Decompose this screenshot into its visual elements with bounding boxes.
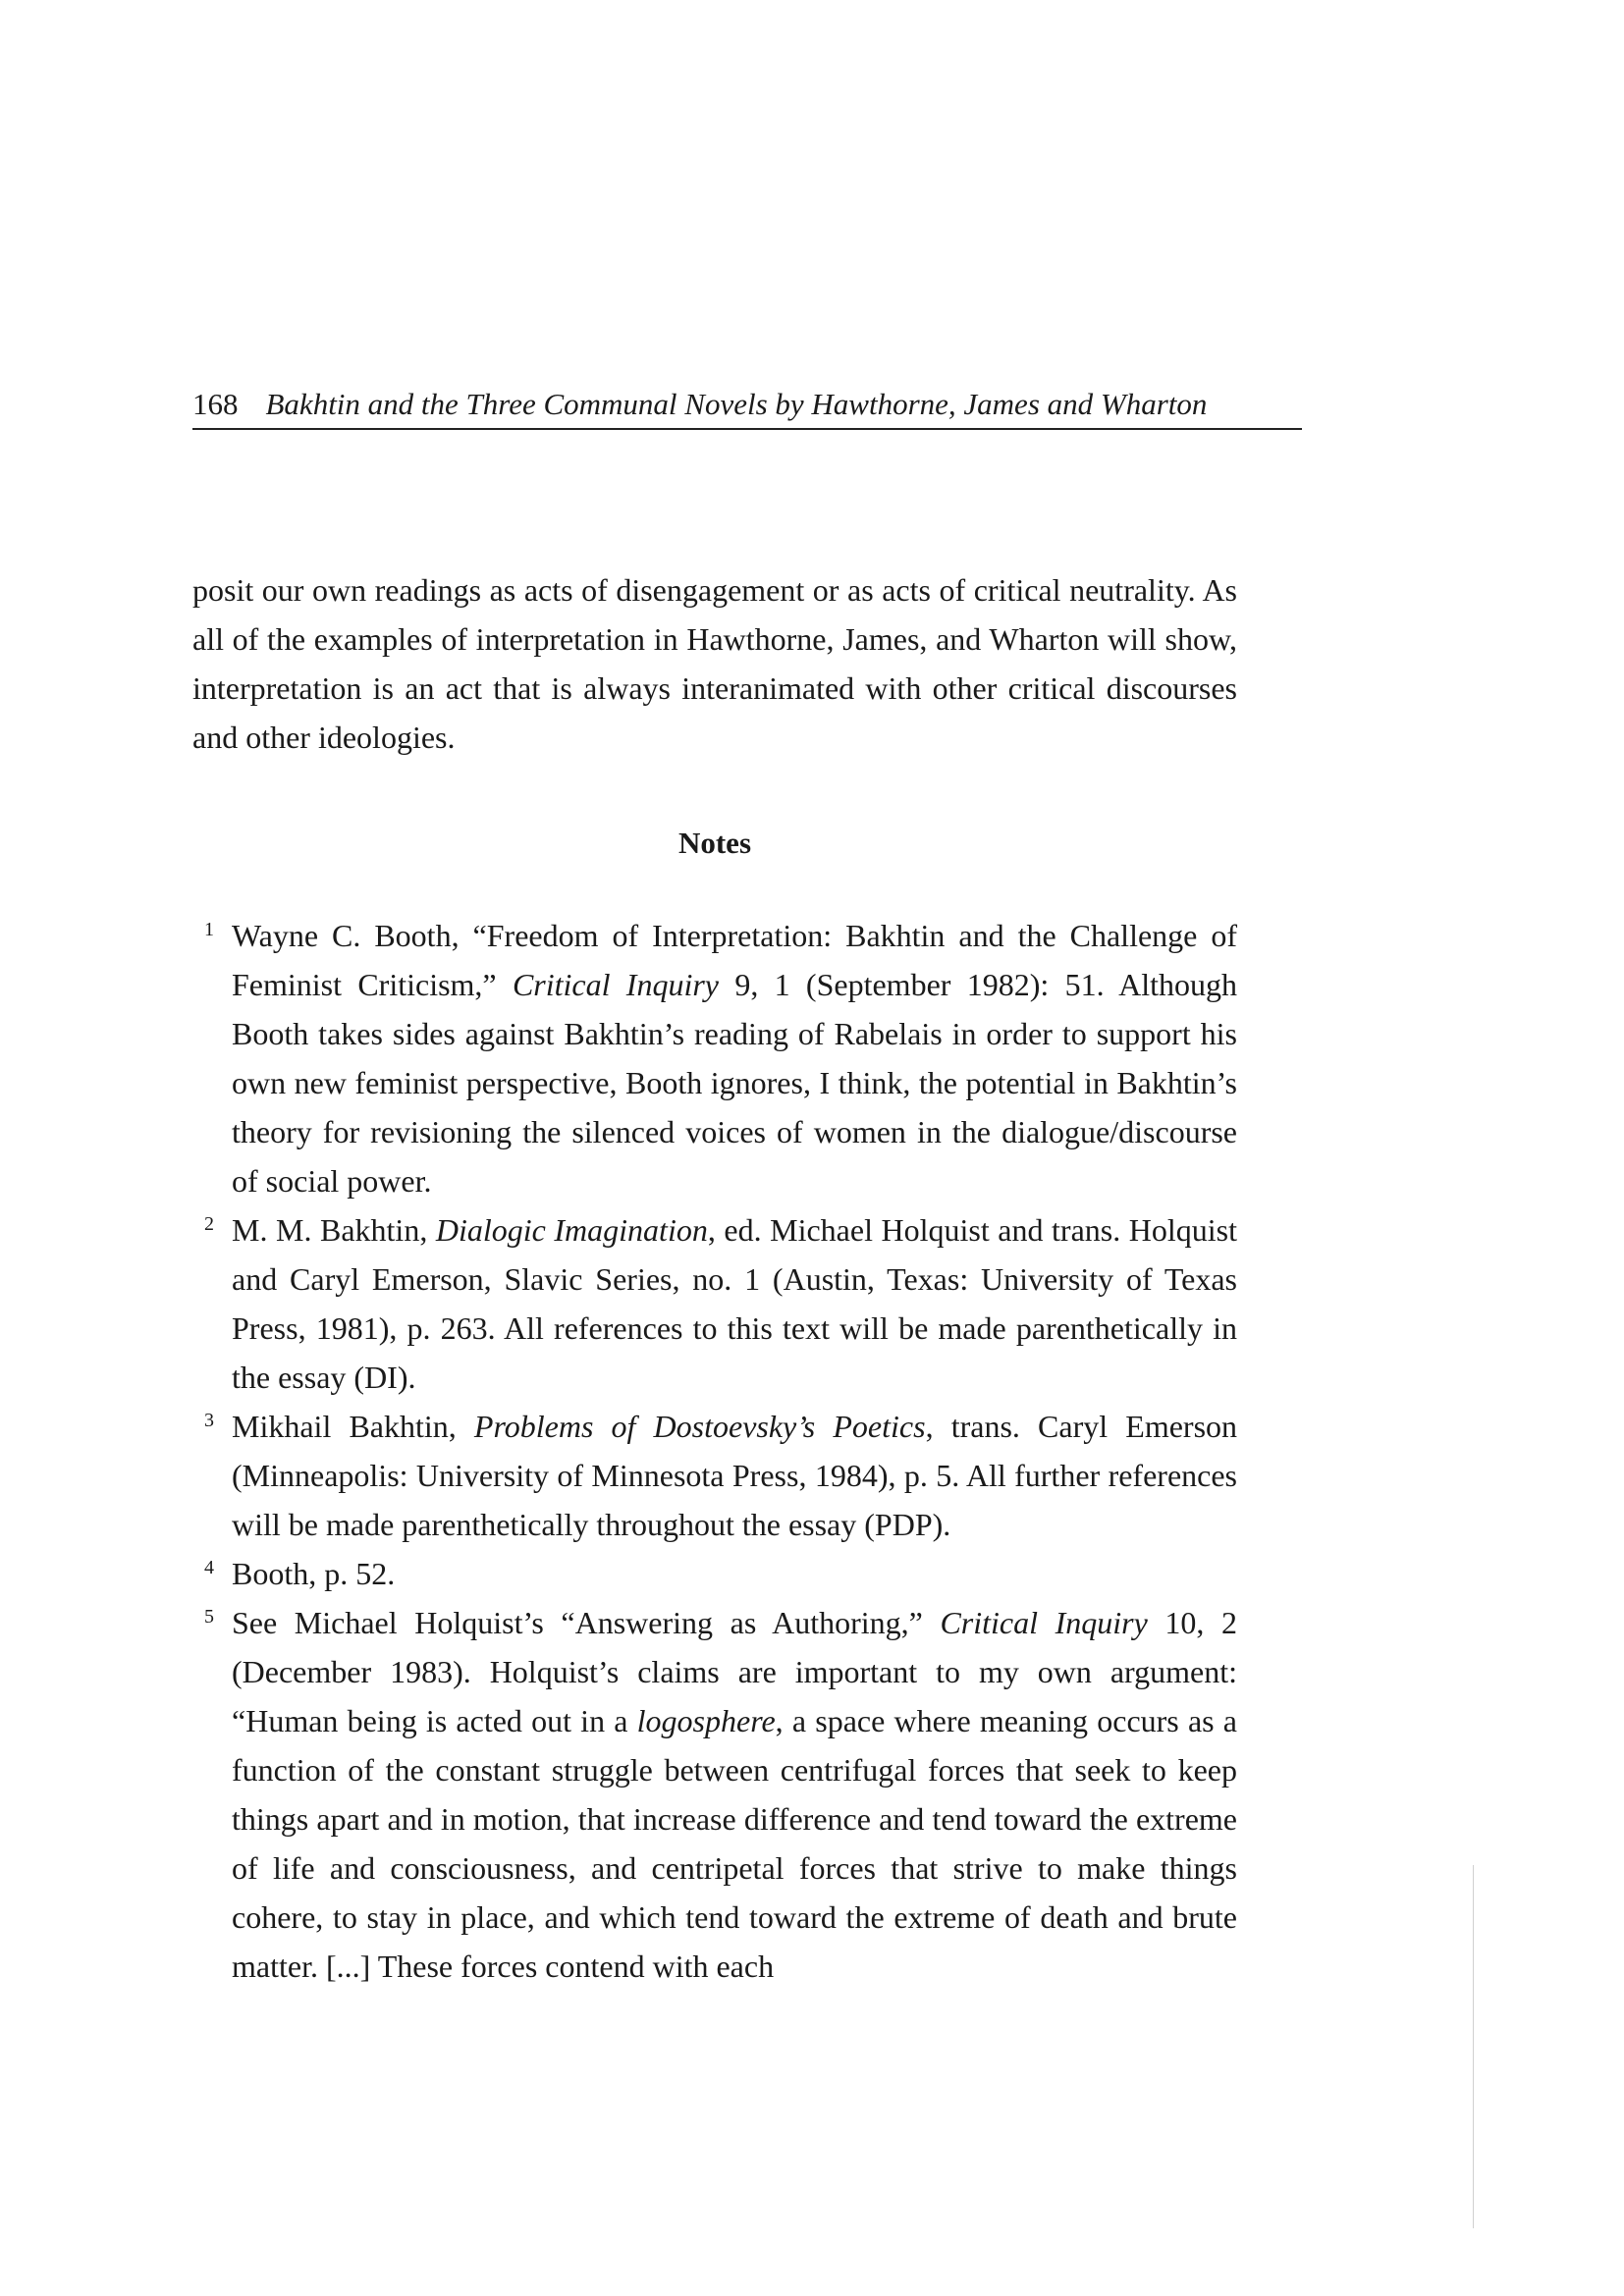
note-italic-term: logosphere	[636, 1703, 776, 1738]
page-number: 168	[192, 387, 239, 421]
note-text	[232, 1212, 1237, 1395]
body-paragraph: posit our own readings as acts of disengagement or as acts of critical neutrality. As all of the examples of interpretation in Hawthorne, James, and Wharton will show, interpretation is an act that is always interanimated with other critical discourses and other ideologies.	[192, 572, 1237, 755]
scan-edge-line	[1473, 1865, 1474, 2228]
running-head	[192, 385, 1302, 430]
note-number: 5	[204, 1606, 214, 1628]
note-2	[192, 1205, 1237, 1402]
note-4	[192, 1549, 1237, 1598]
note-text-run: , trans. Caryl Emerson (Minneapolis: University of Minnesota Press, 1984), p. 5. All further references will be made parenthetically throughout the essay (PDP).	[232, 1409, 1238, 1542]
running-title: Bakhtin and the Three Communal Novels by Hawthorne, James and Wharton	[265, 387, 1208, 421]
note-number: 3	[204, 1410, 214, 1431]
note-text-run: See Michael Holquist’s “Answering as Authoring,”	[232, 1605, 941, 1640]
note-text-run: Wayne C. Booth, “Freedom of Interpretation: Bakhtin and the Challenge of Feminist Criticism,”	[232, 918, 1237, 1002]
note-3	[192, 1402, 1237, 1549]
note-text	[232, 1556, 395, 1591]
note-italic-title: Problems of Dostoevsky’s Poetics	[473, 1409, 926, 1444]
note-text-run: , ed. Michael Holquist and trans. Holquist and Caryl Emerson, Slavic Series, no. 1 (Austin, Texas: University of Texas Press, 1981), p. 263. All references to this text will be made parenthetically in the essay (DI).	[232, 1212, 1238, 1395]
note-italic-title: Critical Inquiry	[512, 967, 720, 1002]
note-number: 4	[204, 1557, 214, 1578]
note-text-run: , a space where meaning occurs as a function of the constant struggle between centrifugal forces that seek to keep things apart and in motion, that increase difference and tend toward the extreme of life and consciousness, and centripetal forces that strive to make things cohere, to stay in place, and which tend toward the extreme of death and brute matter. [...] These forces contend with each	[232, 1703, 1238, 1984]
note-text-run: Mikhail Bakhtin,	[232, 1409, 474, 1444]
note-text-run: 9, 1 (September 1982): 51. Although Booth takes sides against Bakhtin’s reading of Rabelais in order to support his own new feminist perspective, Booth ignores, I think, the potential in Bakhtin’s theory for revisioning the silenced voices of women in the dialogue/discourse of social power.	[232, 967, 1238, 1199]
note-italic-title: Critical Inquiry	[940, 1605, 1148, 1640]
note-text	[232, 1409, 1237, 1542]
note-number: 2	[204, 1213, 214, 1235]
note-1	[192, 911, 1237, 1205]
note-text	[232, 918, 1237, 1199]
notes-list	[192, 911, 1237, 1991]
note-text	[232, 1605, 1237, 1984]
note-number: 1	[204, 919, 214, 940]
notes-heading: Notes	[677, 826, 752, 860]
note-text-run: 10, 2 (December 1983). Holquist’s claims are important to my own argument: “Human being is acted out in a	[232, 1605, 1237, 1738]
note-5	[192, 1598, 1237, 1991]
note-italic-title: Dialogic Imagination	[435, 1212, 708, 1248]
note-text-run: Booth, p. 52.	[232, 1556, 396, 1591]
body-text	[192, 565, 1237, 762]
note-text-run: M. M. Bakhtin,	[232, 1212, 436, 1248]
